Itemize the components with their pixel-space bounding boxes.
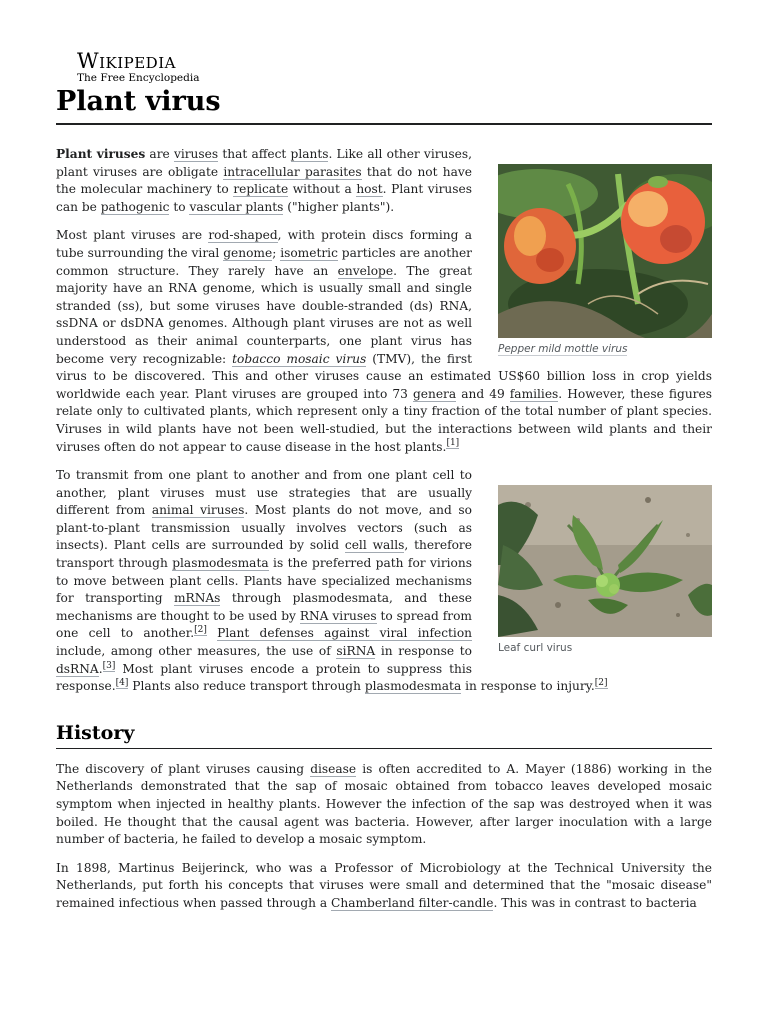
- link-genome[interactable]: genome: [223, 245, 273, 260]
- text: [207, 626, 217, 640]
- text: to spread from one cell to another.: [56, 608, 472, 641]
- history-paragraph-1: [56, 761, 712, 849]
- link-plasmodesmata[interactable]: plasmodesmata: [172, 556, 269, 571]
- text: , with protein discs forming a tube surrounding the viral: [56, 228, 472, 260]
- link-animal-viruses[interactable]: animal viruses: [151, 503, 245, 518]
- citation-4[interactable]: [4]: [115, 678, 129, 689]
- text: , therefore transport through: [56, 538, 472, 571]
- text: In 1898, Martinus Beijerinck, who was a Professor of Microbiology at the Technical University the Netherlands, put forth his concepts that viruses were small and determined that the "mosaic disease" remained infectious when passed through a: [56, 860, 712, 910]
- link-intracellular-parasites[interactable]: intracellular parasites: [223, 164, 362, 179]
- text: Plants also reduce transport through: [128, 679, 365, 694]
- citation-1[interactable]: [1]: [446, 438, 460, 449]
- text: are: [145, 147, 174, 161]
- link-vascular-plants[interactable]: vascular plants: [189, 199, 284, 214]
- text: . Plant viruses can be: [56, 182, 472, 214]
- text: .: [98, 661, 103, 676]
- text: . The great majority have an RNA genome, which is usually small and single stranded (ss), but some viruses have double-stranded (ds) RNA, ssDNA or dsDNA genomes. Although plant viruses are not as well understood as their animal counterparts, one plant virus has become very recognizable:: [56, 263, 472, 366]
- link-chamberland-filter-candle[interactable]: Chamberland filter-candle: [331, 895, 494, 910]
- citation[interactable]: [595, 678, 608, 689]
- link-pathogenic[interactable]: pathogenic: [100, 199, 170, 214]
- link-disease[interactable]: disease: [310, 761, 357, 776]
- text: ("higher plants").: [283, 199, 395, 214]
- link-rna-viruses[interactable]: RNA viruses: [299, 608, 377, 623]
- link-plasmodesmata-2[interactable]: plasmodesmata: [364, 679, 462, 694]
- link-viruses[interactable]: viruses: [173, 147, 219, 161]
- text: Most plant viruses are: [56, 228, 209, 243]
- link-replicate[interactable]: replicate: [233, 182, 289, 197]
- text: that affect: [218, 147, 291, 161]
- logo-wordmark: Wikipedia: [77, 49, 176, 73]
- bold-term: Plant viruses: [56, 147, 146, 161]
- leaf-curl-virus-image[interactable]: [498, 485, 712, 637]
- text: in response to: [375, 644, 472, 659]
- text: include, among other measures, the use of: [56, 644, 337, 659]
- text: in response to injury.: [461, 679, 595, 694]
- citation[interactable]: [103, 661, 116, 672]
- text: The discovery of plant viruses causing: [56, 761, 311, 776]
- text: is often accredited to A. Mayer (1886) working in the Netherlands demonstrated that the sap of mosaic obtained from tobacco leaves developed mosaic symptom when injected in healthy plants. However the infection of the sap was destroyed when it was boiled. He thought that the causal agent was bacteria. However, after larger inoculation with a large number of bacteria, he failed to develop a mosaic symptom.: [56, 761, 712, 847]
- text: without a: [288, 182, 357, 197]
- link-plant-defenses[interactable]: Plant defenses against viral infection: [217, 626, 473, 641]
- article-body: [56, 146, 712, 924]
- citation[interactable]: [194, 625, 207, 636]
- link-host[interactable]: host: [356, 182, 383, 197]
- figure-leaf-curl: [498, 485, 712, 655]
- link-sirna[interactable]: siRNA: [336, 644, 376, 659]
- link-mrnas[interactable]: mRNAs: [173, 591, 221, 606]
- figure-pepper: [498, 164, 712, 356]
- text: and 49: [456, 386, 510, 401]
- link-isometric[interactable]: isometric: [280, 245, 338, 260]
- citation[interactable]: [446, 438, 459, 449]
- citation-3[interactable]: [3]: [102, 660, 116, 671]
- history-heading: History: [56, 718, 712, 749]
- text: to: [169, 199, 190, 214]
- pepper-mild-mottle-virus-image[interactable]: [498, 164, 712, 338]
- link-rod-shaped[interactable]: rod-shaped: [208, 228, 278, 243]
- page-title: Plant virus: [56, 82, 712, 125]
- citation-2[interactable]: [2]: [194, 625, 207, 636]
- figure-caption: [498, 342, 712, 356]
- citation-2b[interactable]: [2]: [594, 678, 608, 689]
- text: . Like all other viruses, plant viruses are obligate: [56, 147, 472, 179]
- link-envelope[interactable]: envelope: [337, 263, 394, 278]
- link-dsrna[interactable]: dsRNA: [56, 661, 99, 676]
- pepper-mild-mottle-virus-link[interactable]: Pepper mild mottle virus: [498, 343, 628, 355]
- text: . However, these figures relate only to cultivated plants, which represent only a tiny fraction of the total number of plant species. Viruses in wild plants have not been well-studied, but the interactions between wild plants and their viruses often do not appear to cause disease in the host plants.: [56, 386, 712, 454]
- text: ;: [272, 245, 281, 260]
- link-genera[interactable]: genera: [412, 386, 457, 401]
- text: (TMV), the first virus to be discovered. This and other viruses cause an estimated US$60 billion loss in crop yields worldwide each year. Plant viruses are grouped into 73: [56, 351, 712, 401]
- figure-caption: Leaf curl virus: [498, 642, 573, 655]
- text: particles are another common structure. They rarely have an: [56, 245, 472, 278]
- link-cell-walls[interactable]: cell walls: [344, 538, 405, 553]
- link-tobacco-mosaic-virus[interactable]: tobacco mosaic virus: [232, 351, 367, 366]
- text: that do not have the molecular machinery to: [56, 164, 472, 197]
- text: To transmit from one plant to another and from one plant cell to another, plant viruses must use strategies that are usually different from: [56, 468, 472, 518]
- text: Most plant viruses encode a protein to suppress this response.: [56, 661, 472, 694]
- text: . Most plants do not move, and so plant-to-plant transmission usually involves vectors (such as insects). Plant cells are surrounded by solid: [56, 503, 472, 553]
- wikipedia-logo[interactable]: [77, 50, 199, 85]
- logo-tagline: The Free Encyclopedia: [77, 72, 200, 84]
- link-families[interactable]: families: [509, 386, 559, 401]
- citation[interactable]: [116, 678, 129, 689]
- text: through plasmodesmata, and these mechanisms are thought to be used by: [56, 591, 472, 623]
- link-plants[interactable]: plants: [290, 147, 329, 161]
- text: is the preferred path for virions to move between plant cells. Plants have specialized mechanisms for transporting: [56, 556, 472, 606]
- history-paragraph-2: [56, 860, 712, 913]
- text: . This was in contrast to bacteria: [493, 895, 697, 910]
